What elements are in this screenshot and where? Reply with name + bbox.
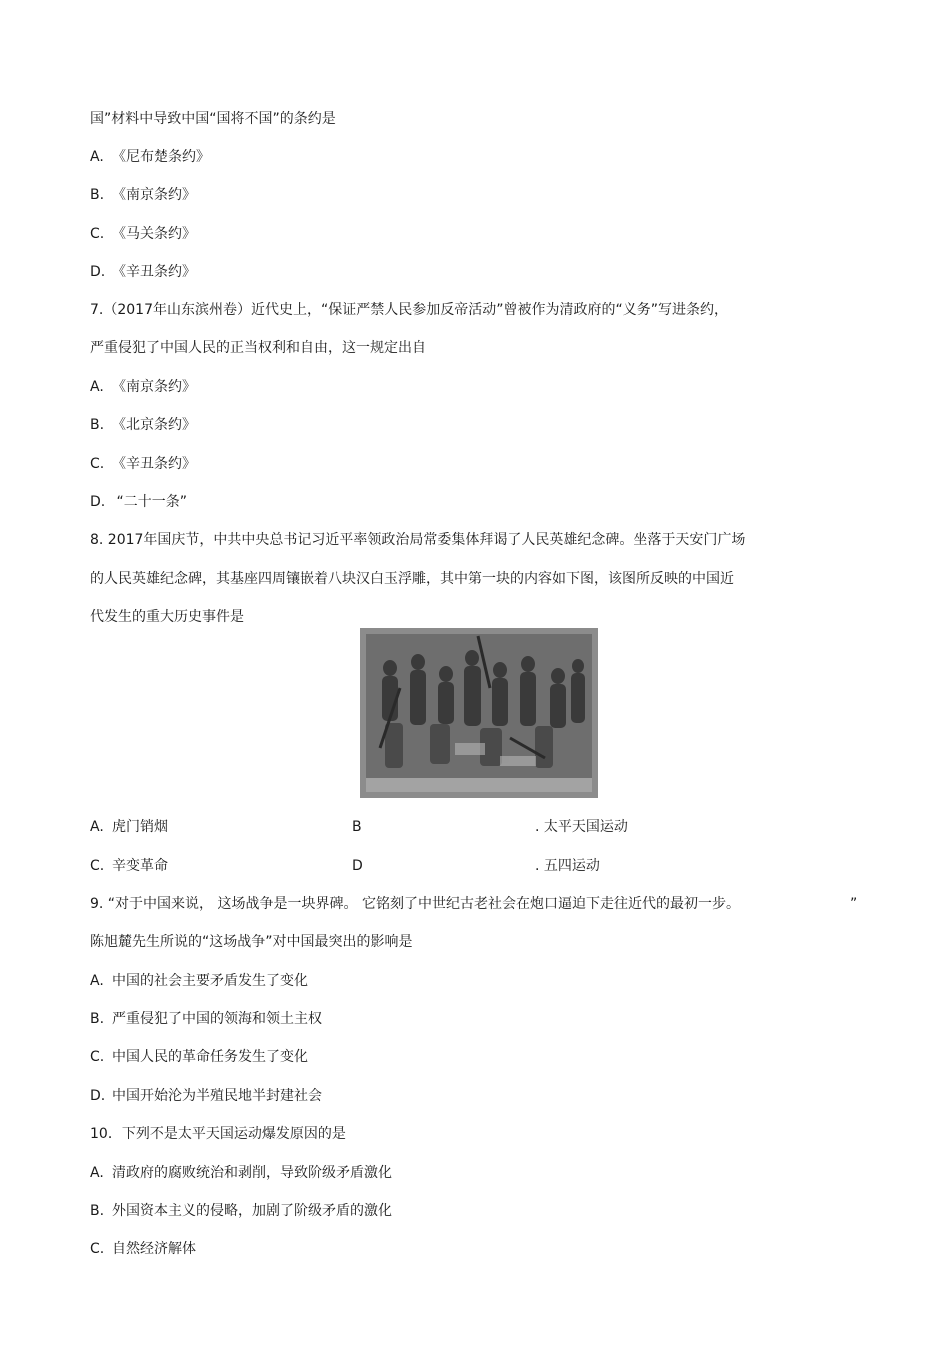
option-text: 《北京条约》 — [112, 417, 196, 433]
q8-option-d-text: . 五四运动 — [535, 858, 600, 874]
option-text: 清政府的腐败统治和剥削，导致阶级矛盾激化 — [112, 1165, 392, 1181]
option-text: 中国开始沦为半殖民地半封建社会 — [112, 1088, 322, 1104]
option-text: 《南京条约》 — [112, 187, 196, 203]
option-text: 《辛丑条约》 — [112, 264, 196, 280]
option-text: 《马关条约》 — [112, 226, 196, 242]
option-text: 中国的社会主要矛盾发生了变化 — [112, 973, 308, 989]
option-label: A. — [90, 379, 104, 395]
option-label: B. — [90, 1011, 105, 1027]
q8-option-row-1 — [90, 817, 628, 837]
option-label: A. — [90, 819, 104, 835]
q8-stem-line-1: 8. 2017年国庆节，中共中央总书记习近平率领政治局常委集体拜谒了人民英雄纪念碑。坐落于天安门广场 — [90, 532, 746, 548]
q9-option-a[interactable] — [90, 971, 308, 991]
option-text: 辛变革命 — [112, 858, 168, 874]
q6-option-c[interactable] — [90, 224, 196, 244]
q7-option-a[interactable] — [90, 377, 196, 397]
option-text: 《辛丑条约》 — [112, 456, 196, 472]
q8-option-b-label[interactable]: B — [352, 819, 362, 835]
q7-option-b[interactable] — [90, 415, 196, 435]
q9-stem-text: 9. “对于中国来说， 这场战争是一块界碑。 它铭刻了中世纪古老社会在炮口逼迫下走往近代的最初一步。 — [90, 896, 740, 912]
option-label: D. — [90, 264, 106, 280]
option-label: B. — [90, 417, 105, 433]
option-text: 外国资本主义的侵略，加剧了阶级矛盾的激化 — [112, 1203, 392, 1219]
option-text: 中国人民的革命任务发生了变化 — [112, 1049, 308, 1065]
q9-option-c[interactable] — [90, 1047, 308, 1067]
q7-stem-line-1: 7.（2017年山东滨州卷）近代史上，“保证严禁人民参加反帝活动”曾被作为清政府的“义务”写进条约， — [90, 302, 728, 318]
q8-stem-line-2: 的人民英雄纪念碑，其基座四周镶嵌着八块汉白玉浮雕，其中第一块的内容如下图，该图所反映的中国近 — [90, 571, 734, 587]
option-label: C. — [90, 1049, 105, 1065]
option-label: B. — [90, 187, 105, 203]
q7-option-d[interactable] — [90, 492, 187, 512]
option-text: 严重侵犯了中国的领海和领土主权 — [112, 1011, 322, 1027]
option-label: A. — [90, 149, 104, 165]
q10-stem: 10．下列不是太平天国运动爆发原因的是 — [90, 1126, 346, 1142]
option-label: D. — [90, 494, 106, 510]
q10-option-c[interactable] — [90, 1239, 196, 1259]
q10-option-b[interactable] — [90, 1201, 392, 1221]
q7-stem-line-2: 严重侵犯了中国人民的正当权利和自由，这一规定出自 — [90, 340, 426, 356]
q8-option-d-label[interactable]: D — [352, 858, 363, 874]
q9-option-b[interactable] — [90, 1009, 322, 1029]
option-label: C. — [90, 1241, 105, 1257]
q7-option-c[interactable] — [90, 454, 196, 474]
q8-option-c[interactable] — [90, 858, 168, 874]
q10-option-a[interactable] — [90, 1163, 392, 1183]
q6-option-a[interactable] — [90, 147, 210, 167]
option-label: A. — [90, 973, 104, 989]
option-label: C. — [90, 226, 105, 242]
monument-relief-photo — [360, 628, 598, 798]
q8-stem-line-3: 代发生的重大历史事件是 — [90, 609, 244, 625]
q9-stem-line-2: 陈旭麓先生所说的“这场战争”对中国最突出的影响是 — [90, 934, 413, 950]
q8-option-row-2 — [90, 856, 600, 876]
option-label: C. — [90, 858, 105, 874]
option-text: 《尼布楚条约》 — [112, 149, 210, 165]
option-text: 《南京条约》 — [112, 379, 196, 395]
closing-quote: ” — [850, 896, 858, 912]
q8-option-a[interactable] — [90, 819, 168, 835]
q9-option-d[interactable] — [90, 1086, 322, 1106]
q6-option-b[interactable] — [90, 185, 196, 205]
q8-option-b-text: . 太平天国运动 — [535, 819, 628, 835]
option-label: A. — [90, 1165, 104, 1181]
option-text: 自然经济解体 — [112, 1241, 196, 1257]
option-label: C. — [90, 456, 105, 472]
question-stem-continuation: 国”材料中导致中国“国将不国”的条约是 — [90, 111, 336, 127]
q9-stem-line-1 — [90, 894, 858, 914]
option-text: 虎门销烟 — [112, 819, 168, 835]
q6-option-d[interactable] — [90, 262, 196, 282]
option-label: B. — [90, 1203, 105, 1219]
option-label: D. — [90, 1088, 106, 1104]
option-text: “二十一条” — [112, 494, 187, 510]
